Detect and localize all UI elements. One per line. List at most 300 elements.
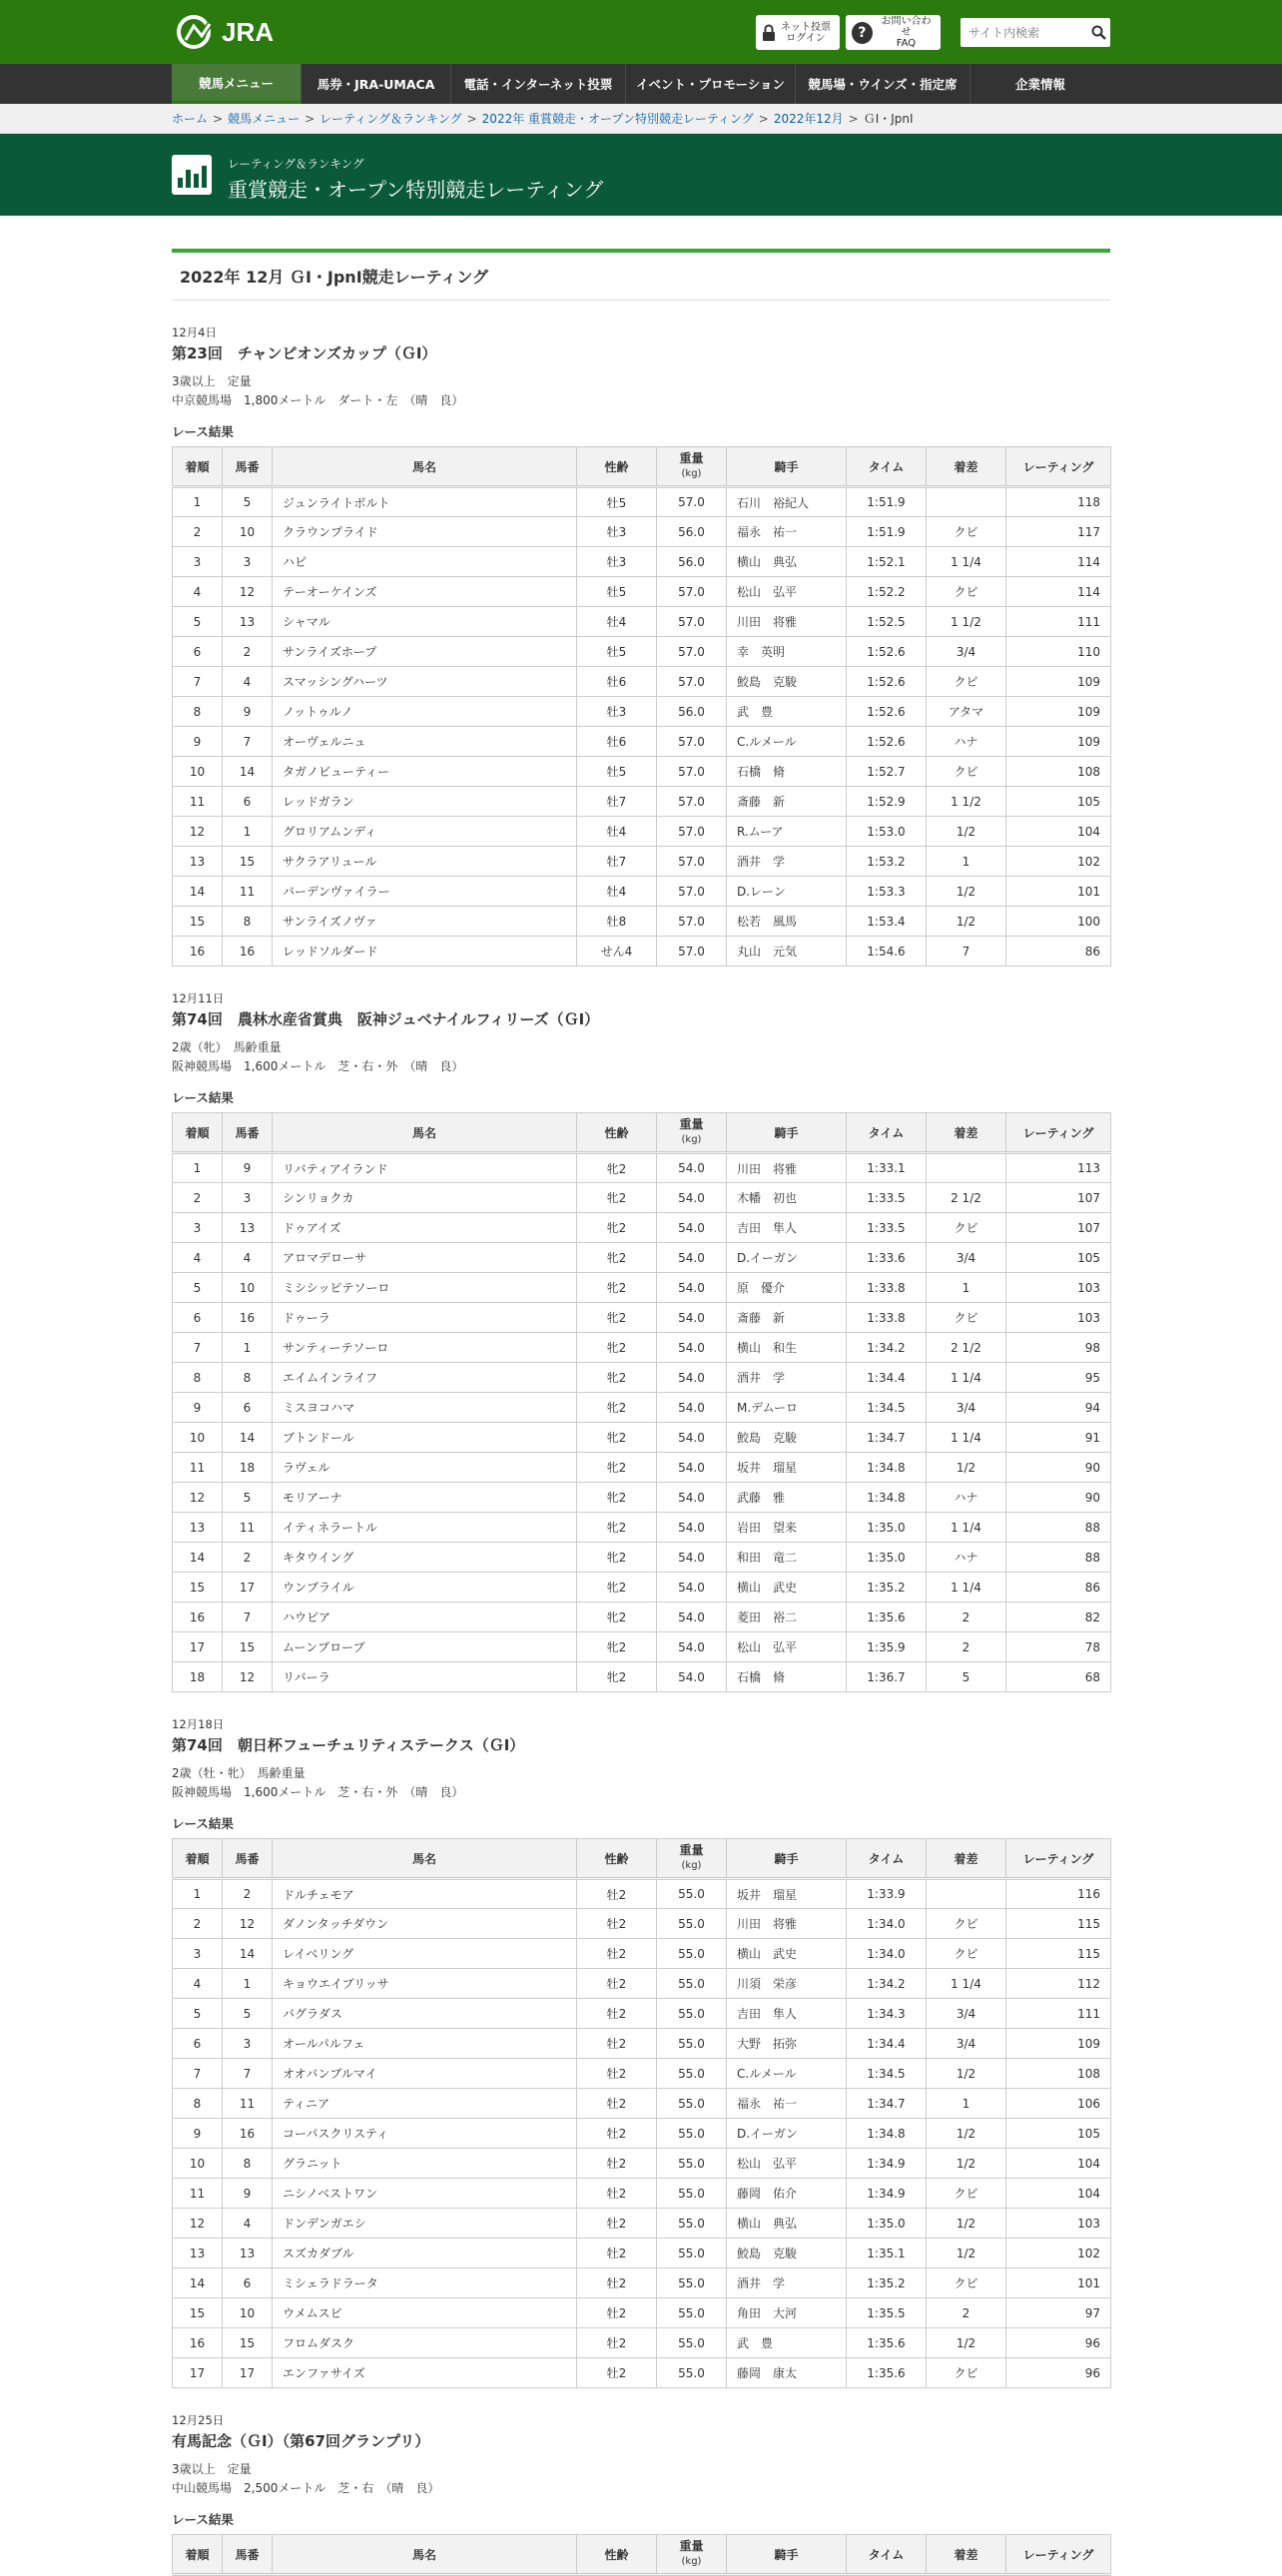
number-cell: 11 — [223, 2089, 273, 2119]
margin-cell: 1/2 — [927, 2239, 1006, 2268]
number-cell: 1 — [223, 1969, 273, 1999]
sex-age-cell: 牡2 — [577, 2209, 657, 2239]
horse-name-cell: タガノビューティー — [273, 757, 577, 787]
rank-cell: 2 — [173, 517, 223, 547]
rank-cell: 4 — [173, 577, 223, 607]
header-time: タイム — [847, 447, 927, 487]
header-margin: 着差 — [927, 447, 1006, 487]
table-row — [173, 1333, 1111, 1363]
jockey-cell: 斎藤 新 — [727, 1303, 847, 1333]
horse-name-cell: エンファサイズ — [273, 2358, 577, 2388]
header-sexage: 性齢 — [577, 2535, 657, 2575]
nav-racecourse-winds[interactable]: 競馬場・ウインズ・指定席 — [796, 64, 970, 104]
horse-name-cell: イティネラートル — [273, 1513, 577, 1543]
header-horse: 馬名 — [273, 2535, 577, 2575]
margin-cell: ハナ — [927, 1543, 1006, 1573]
sex-age-cell: 牡3 — [577, 517, 657, 547]
number-cell: 14 — [223, 1423, 273, 1453]
search-icon — [1091, 25, 1106, 40]
sex-age-cell: 牡2 — [577, 2089, 657, 2119]
number-cell: 2 — [223, 1879, 273, 1909]
horse-name-cell: ムーンプローブ — [273, 1632, 577, 1662]
time-cell: 1:33.1 — [847, 1153, 927, 1183]
rank-cell: 10 — [173, 2149, 223, 2179]
header-sexage: 性齢 — [577, 1113, 657, 1153]
breadcrumb-home[interactable]: ホーム — [172, 112, 209, 126]
rank-cell: 11 — [173, 1453, 223, 1483]
margin-cell: 5 — [927, 1662, 1006, 1692]
race-result-table — [172, 446, 1111, 966]
jockey-cell: R.ムーア — [727, 817, 847, 847]
time-cell: 1:54.6 — [847, 937, 927, 966]
weight-cell: 55.0 — [657, 2059, 727, 2089]
table-row — [173, 1879, 1111, 1909]
breadcrumb: ホーム > 競馬メニュー > レーティング＆ランキング > 2022年 重賞競走・オープン特別競走レーティング > 2022年12月 > ＧⅠ・JpnⅠ — [0, 104, 1282, 134]
number-cell: 1 — [223, 817, 273, 847]
sex-age-cell: 牡4 — [577, 607, 657, 637]
rank-cell: 13 — [173, 2239, 223, 2268]
horse-name-cell: ウメムスビ — [273, 2298, 577, 2328]
table-row — [173, 907, 1111, 937]
table-row — [173, 2119, 1111, 2149]
weight-cell: 54.0 — [657, 1363, 727, 1393]
margin-cell: アタマ — [927, 697, 1006, 727]
table-row — [173, 577, 1111, 607]
time-cell: 1:34.0 — [847, 1909, 927, 1939]
search-button[interactable] — [1086, 19, 1110, 46]
question-icon: ? — [852, 22, 873, 44]
rating-cell: 96 — [1006, 2328, 1111, 2358]
nav-baken-umaca[interactable]: 馬券・JRA-UMACA — [302, 64, 451, 104]
margin-cell: 3/4 — [927, 637, 1006, 667]
table-row — [173, 1939, 1111, 1969]
jockey-cell: 川田 将雅 — [727, 1153, 847, 1183]
weight-cell: 55.0 — [657, 2179, 727, 2209]
time-cell: 1:33.5 — [847, 1213, 927, 1243]
time-cell: 1:33.8 — [847, 1303, 927, 1333]
rating-cell: 105 — [1006, 1243, 1111, 1273]
number-cell: 10 — [223, 1273, 273, 1303]
margin-cell: 1 1/2 — [927, 787, 1006, 817]
rank-cell: 15 — [173, 1573, 223, 1603]
margin-cell: クビ — [927, 517, 1006, 547]
weight-cell: 54.0 — [657, 1213, 727, 1243]
faq-button[interactable] — [846, 15, 941, 50]
weight-cell: 55.0 — [657, 2119, 727, 2149]
table-row — [173, 787, 1111, 817]
table-row — [173, 607, 1111, 637]
rank-cell: 10 — [173, 757, 223, 787]
weight-cell: 54.0 — [657, 1393, 727, 1423]
jockey-cell: 坂井 瑠星 — [727, 1453, 847, 1483]
horse-name-cell: オオバンブルマイ — [273, 2059, 577, 2089]
rating-cell: 68 — [1006, 1662, 1111, 1692]
table-header-row — [173, 447, 1111, 487]
margin-cell: 1/2 — [927, 2059, 1006, 2089]
weight-cell: 57.0 — [657, 757, 727, 787]
race-name: 第23回 チャンピオンズカップ（ＧⅠ） — [172, 344, 437, 362]
table-row — [173, 2209, 1111, 2239]
rating-cell: 94 — [1006, 1393, 1111, 1423]
number-cell: 15 — [223, 2328, 273, 2358]
rating-cell: 116 — [1006, 1879, 1111, 1909]
rank-cell: 12 — [173, 1483, 223, 1513]
search-input[interactable] — [961, 19, 1086, 46]
jockey-cell: 川田 将雅 — [727, 1909, 847, 1939]
sex-age-cell: 牡4 — [577, 817, 657, 847]
sex-age-cell: 牝2 — [577, 1213, 657, 1243]
weight-cell: 57.0 — [657, 847, 727, 877]
race-conditions — [172, 1764, 1110, 1802]
margin-cell: 2 — [927, 2298, 1006, 2328]
number-cell: 15 — [223, 1632, 273, 1662]
sex-age-cell: 牡2 — [577, 2119, 657, 2149]
number-cell: 3 — [223, 2029, 273, 2059]
number-cell: 14 — [223, 1939, 273, 1969]
jockey-cell: 吉田 隼人 — [727, 1213, 847, 1243]
table-row — [173, 487, 1111, 517]
header-rank: 着順 — [173, 1839, 223, 1879]
sex-age-cell: 牡5 — [577, 487, 657, 517]
table-row — [173, 2179, 1111, 2209]
weight-cell: 55.0 — [657, 1969, 727, 1999]
race-condition-course: 中京競馬場 1,800メートル ダート・左 （晴 良） — [172, 393, 464, 407]
jockey-cell: 武藤 雅 — [727, 1483, 847, 1513]
weight-cell: 55.0 — [657, 2358, 727, 2388]
race-condition-course: 阪神競馬場 1,600メートル 芝・右・外 （晴 良） — [172, 1059, 464, 1073]
rank-cell: 16 — [173, 937, 223, 966]
header-rank: 着順 — [173, 447, 223, 487]
rating-cell: 118 — [1006, 487, 1111, 517]
race-condition-weight: 3歳以上 定量 — [172, 374, 252, 388]
weight-cell: 54.0 — [657, 1662, 727, 1692]
table-row — [173, 1632, 1111, 1662]
table-row — [173, 1363, 1111, 1393]
rank-cell: 1 — [173, 1879, 223, 1909]
header-jockey: 騎手 — [727, 1113, 847, 1153]
sex-age-cell: 牝2 — [577, 1333, 657, 1363]
jockey-cell: C.ルメール — [727, 2059, 847, 2089]
weight-cell: 55.0 — [657, 1909, 727, 1939]
jockey-cell: D.イーガン — [727, 2119, 847, 2149]
weight-cell: 54.0 — [657, 1483, 727, 1513]
rating-cell: 86 — [1006, 1573, 1111, 1603]
weight-cell: 57.0 — [657, 577, 727, 607]
sex-age-cell: 牡4 — [577, 877, 657, 907]
weight-cell: 54.0 — [657, 1603, 727, 1632]
horse-name-cell: コーパスクリスティ — [273, 2119, 577, 2149]
header-horse: 馬名 — [273, 447, 577, 487]
table-row — [173, 1393, 1111, 1423]
time-cell: 1:34.9 — [847, 2149, 927, 2179]
margin-cell: ハナ — [927, 727, 1006, 757]
rating-cell: 100 — [1006, 907, 1111, 937]
number-cell: 8 — [223, 2149, 273, 2179]
sex-age-cell: 牝2 — [577, 1153, 657, 1183]
weight-cell: 56.0 — [657, 697, 727, 727]
rank-cell: 16 — [173, 2328, 223, 2358]
rating-cell: 102 — [1006, 2239, 1111, 2268]
breadcrumb-2022-rating[interactable]: 2022年 重賞競走・オープン特別競走レーティング — [481, 112, 754, 126]
weight-cell: 55.0 — [657, 2149, 727, 2179]
header-margin: 着差 — [927, 2535, 1006, 2575]
jra-logo[interactable] — [176, 14, 274, 50]
header-rank: 着順 — [173, 2535, 223, 2575]
race-result-table — [172, 1112, 1111, 1692]
jockey-cell: 武 豊 — [727, 2328, 847, 2358]
race-condition-course: 中山競馬場 2,500メートル 芝・右 （晴 良） — [172, 2481, 440, 2495]
time-cell: 1:34.7 — [847, 2089, 927, 2119]
margin-cell: 2 1/2 — [927, 1183, 1006, 1213]
jockey-cell: 横山 典弘 — [727, 547, 847, 577]
rating-cell: 88 — [1006, 1543, 1111, 1573]
rating-cell: 101 — [1006, 2268, 1111, 2298]
number-cell: 4 — [223, 667, 273, 697]
rating-cell: 109 — [1006, 697, 1111, 727]
horse-name-cell: ノットゥルノ — [273, 697, 577, 727]
number-cell: 8 — [223, 907, 273, 937]
rating-cell: 117 — [1006, 517, 1111, 547]
header-weight: 重量 (kg) — [657, 1113, 727, 1153]
sex-age-cell: 牝2 — [577, 1543, 657, 1573]
table-row — [173, 2268, 1111, 2298]
header-horse: 馬名 — [273, 1113, 577, 1153]
table-row — [173, 2358, 1111, 2388]
table-header-row — [173, 1839, 1111, 1879]
margin-cell: 1 1/4 — [927, 1513, 1006, 1543]
rank-cell: 13 — [173, 847, 223, 877]
sex-age-cell: 牡2 — [577, 1909, 657, 1939]
margin-cell: 3/4 — [927, 1243, 1006, 1273]
number-cell: 5 — [223, 487, 273, 517]
horse-name-cell: グロリアムンディ — [273, 817, 577, 847]
rating-cell: 111 — [1006, 607, 1111, 637]
rank-cell: 13 — [173, 1513, 223, 1543]
horse-name-cell: シンリョクカ — [273, 1183, 577, 1213]
weight-cell: 55.0 — [657, 2089, 727, 2119]
time-cell: 1:33.9 — [847, 1879, 927, 1909]
table-header-row — [173, 1113, 1111, 1153]
header-jockey: 騎手 — [727, 2535, 847, 2575]
number-cell: 4 — [223, 1243, 273, 1273]
rank-cell: 3 — [173, 1939, 223, 1969]
rating-cell: 105 — [1006, 2119, 1111, 2149]
rating-cell: 95 — [1006, 1363, 1111, 1393]
rank-cell: 2 — [173, 1183, 223, 1213]
number-cell: 12 — [223, 1662, 273, 1692]
number-cell: 3 — [223, 1183, 273, 1213]
horse-name-cell: バーデンヴァイラー — [273, 877, 577, 907]
rank-cell: 7 — [173, 667, 223, 697]
rank-cell: 7 — [173, 2059, 223, 2089]
header-rating: レーティング — [1006, 447, 1111, 487]
number-cell: 13 — [223, 1213, 273, 1243]
margin-cell: クビ — [927, 2268, 1006, 2298]
number-cell: 7 — [223, 2059, 273, 2089]
header-margin: 着差 — [927, 1113, 1006, 1153]
nav-event-promotion[interactable]: イベント・プロモーション — [626, 64, 796, 104]
race-name: 第74回 農林水産省賞典 阪神ジュベナイルフィリーズ（ＧⅠ） — [172, 1010, 600, 1028]
weight-cell: 57.0 — [657, 937, 727, 966]
margin-cell: 1/2 — [927, 877, 1006, 907]
sex-age-cell: 牡2 — [577, 1939, 657, 1969]
table-row — [173, 517, 1111, 547]
horse-name-cell: ダノンタッチダウン — [273, 1909, 577, 1939]
table-row — [173, 1543, 1111, 1573]
rank-cell: 5 — [173, 1999, 223, 2029]
weight-cell: 57.0 — [657, 817, 727, 847]
horse-name-cell: ティニア — [273, 2089, 577, 2119]
number-cell: 6 — [223, 1393, 273, 1423]
jockey-cell: 鮫島 克駿 — [727, 667, 847, 697]
rating-cell: 115 — [1006, 1939, 1111, 1969]
jockey-cell: D.レーン — [727, 877, 847, 907]
horse-name-cell: キタウイング — [273, 1543, 577, 1573]
race-date: 12月25日 — [172, 2413, 225, 2427]
margin-cell: 1 1/4 — [927, 1363, 1006, 1393]
sex-age-cell: 牝2 — [577, 1483, 657, 1513]
rank-cell: 9 — [173, 727, 223, 757]
rating-cell: 112 — [1006, 1969, 1111, 1999]
rating-cell: 104 — [1006, 817, 1111, 847]
breadcrumb-rating-ranking[interactable]: レーティング＆ランキング — [320, 112, 462, 126]
weight-cell: 55.0 — [657, 2268, 727, 2298]
table-header-row — [173, 2535, 1111, 2575]
race-result-label: レース結果 — [172, 1090, 234, 1105]
table-row — [173, 667, 1111, 697]
table-row — [173, 547, 1111, 577]
race-conditions — [172, 1038, 1110, 1076]
rating-cell: 90 — [1006, 1483, 1111, 1513]
race-section — [172, 2412, 1110, 2576]
sex-age-cell: 牡3 — [577, 697, 657, 727]
time-cell: 1:34.2 — [847, 1333, 927, 1363]
breadcrumb-keiba-menu[interactable]: 競馬メニュー — [228, 112, 301, 126]
header-rating: レーティング — [1006, 1839, 1111, 1879]
rank-cell: 6 — [173, 1303, 223, 1333]
horse-name-cell: スズカダブル — [273, 2239, 577, 2268]
horse-name-cell: サンティーテソーロ — [273, 1333, 577, 1363]
weight-cell: 57.0 — [657, 487, 727, 517]
breadcrumb-2022-12[interactable]: 2022年12月 — [773, 112, 844, 126]
number-cell: 16 — [223, 1303, 273, 1333]
time-cell: 1:51.9 — [847, 517, 927, 547]
number-cell: 5 — [223, 1999, 273, 2029]
time-cell: 1:51.9 — [847, 487, 927, 517]
time-cell: 1:34.3 — [847, 1999, 927, 2029]
margin-cell — [927, 1153, 1006, 1183]
number-cell: 3 — [223, 547, 273, 577]
time-cell: 1:35.0 — [847, 1543, 927, 1573]
table-row — [173, 2328, 1111, 2358]
horse-name-cell: スマッシングハーツ — [273, 667, 577, 697]
weight-cell: 57.0 — [657, 637, 727, 667]
table-row — [173, 2089, 1111, 2119]
margin-cell: クビ — [927, 577, 1006, 607]
rank-cell: 17 — [173, 2358, 223, 2388]
table-row — [173, 2239, 1111, 2268]
time-cell: 1:34.8 — [847, 2119, 927, 2149]
sex-age-cell: 牡2 — [577, 2149, 657, 2179]
horse-name-cell: リバティアイランド — [273, 1153, 577, 1183]
horse-name-cell: ドゥアイズ — [273, 1213, 577, 1243]
jockey-cell: 石橋 脩 — [727, 1662, 847, 1692]
sex-age-cell: 牝2 — [577, 1513, 657, 1543]
weight-cell: 54.0 — [657, 1543, 727, 1573]
margin-cell: クビ — [927, 757, 1006, 787]
race-conditions — [172, 372, 1110, 410]
sex-age-cell: 牡2 — [577, 1969, 657, 1999]
time-cell: 1:52.2 — [847, 577, 927, 607]
jockey-cell: 斎藤 新 — [727, 787, 847, 817]
weight-cell: 55.0 — [657, 2298, 727, 2328]
rank-cell: 4 — [173, 1969, 223, 1999]
jockey-cell: 幸 英明 — [727, 637, 847, 667]
number-cell: 18 — [223, 1453, 273, 1483]
table-row — [173, 1453, 1111, 1483]
rating-cell: 108 — [1006, 757, 1111, 787]
nav-corporate[interactable]: 企業情報 — [1014, 77, 1065, 92]
horse-name-cell: ドルチェモア — [273, 1879, 577, 1909]
logo-text: JRA — [222, 16, 275, 47]
jockey-cell: C.ルメール — [727, 727, 847, 757]
horse-name-cell: ラヴェル — [273, 1453, 577, 1483]
sex-age-cell: 牡7 — [577, 847, 657, 877]
time-cell: 1:33.5 — [847, 1183, 927, 1213]
nav-phone-internet-vote[interactable]: 電話・インターネット投票 — [451, 64, 626, 104]
rank-cell: 8 — [173, 1363, 223, 1393]
sex-age-cell: 牡8 — [577, 907, 657, 937]
sex-age-cell: 牡7 — [577, 787, 657, 817]
margin-cell: クビ — [927, 1909, 1006, 1939]
jockey-cell: 鮫島 克駿 — [727, 2239, 847, 2268]
margin-cell: 1/2 — [927, 2149, 1006, 2179]
table-row — [173, 1423, 1111, 1453]
rating-cell: 105 — [1006, 787, 1111, 817]
rating-cell: 109 — [1006, 727, 1111, 757]
nav-keiba-menu[interactable]: 競馬メニュー — [172, 64, 302, 104]
weight-cell: 54.0 — [657, 1273, 727, 1303]
rank-cell: 16 — [173, 1603, 223, 1632]
jra-logo-icon — [176, 14, 216, 50]
jockey-cell: 和田 竜二 — [727, 1543, 847, 1573]
rating-cell: 96 — [1006, 2358, 1111, 2388]
margin-cell: クビ — [927, 1303, 1006, 1333]
horse-name-cell: ウンブライル — [273, 1573, 577, 1603]
net-login-button[interactable] — [756, 15, 840, 50]
race-section — [172, 990, 1110, 1692]
rating-cell: 114 — [1006, 577, 1111, 607]
race-section — [172, 324, 1110, 966]
weight-cell: 55.0 — [657, 2328, 727, 2358]
sex-age-cell: 牝2 — [577, 1183, 657, 1213]
sex-age-cell: 牡2 — [577, 2059, 657, 2089]
rank-cell: 12 — [173, 2209, 223, 2239]
rating-cell: 103 — [1006, 1303, 1111, 1333]
time-cell: 1:35.6 — [847, 2358, 927, 2388]
time-cell: 1:34.4 — [847, 1363, 927, 1393]
race-condition-course: 阪神競馬場 1,600メートル 芝・右・外 （晴 良） — [172, 1785, 464, 1799]
header-num: 馬番 — [223, 1839, 273, 1879]
header-rank: 着順 — [173, 1113, 223, 1153]
time-cell: 1:53.3 — [847, 877, 927, 907]
margin-cell: 1/2 — [927, 817, 1006, 847]
header-weight: 重量 (kg) — [657, 2535, 727, 2575]
margin-cell: 1 1/4 — [927, 1423, 1006, 1453]
weight-cell: 57.0 — [657, 607, 727, 637]
number-cell: 6 — [223, 2268, 273, 2298]
rating-cell: 115 — [1006, 1909, 1111, 1939]
